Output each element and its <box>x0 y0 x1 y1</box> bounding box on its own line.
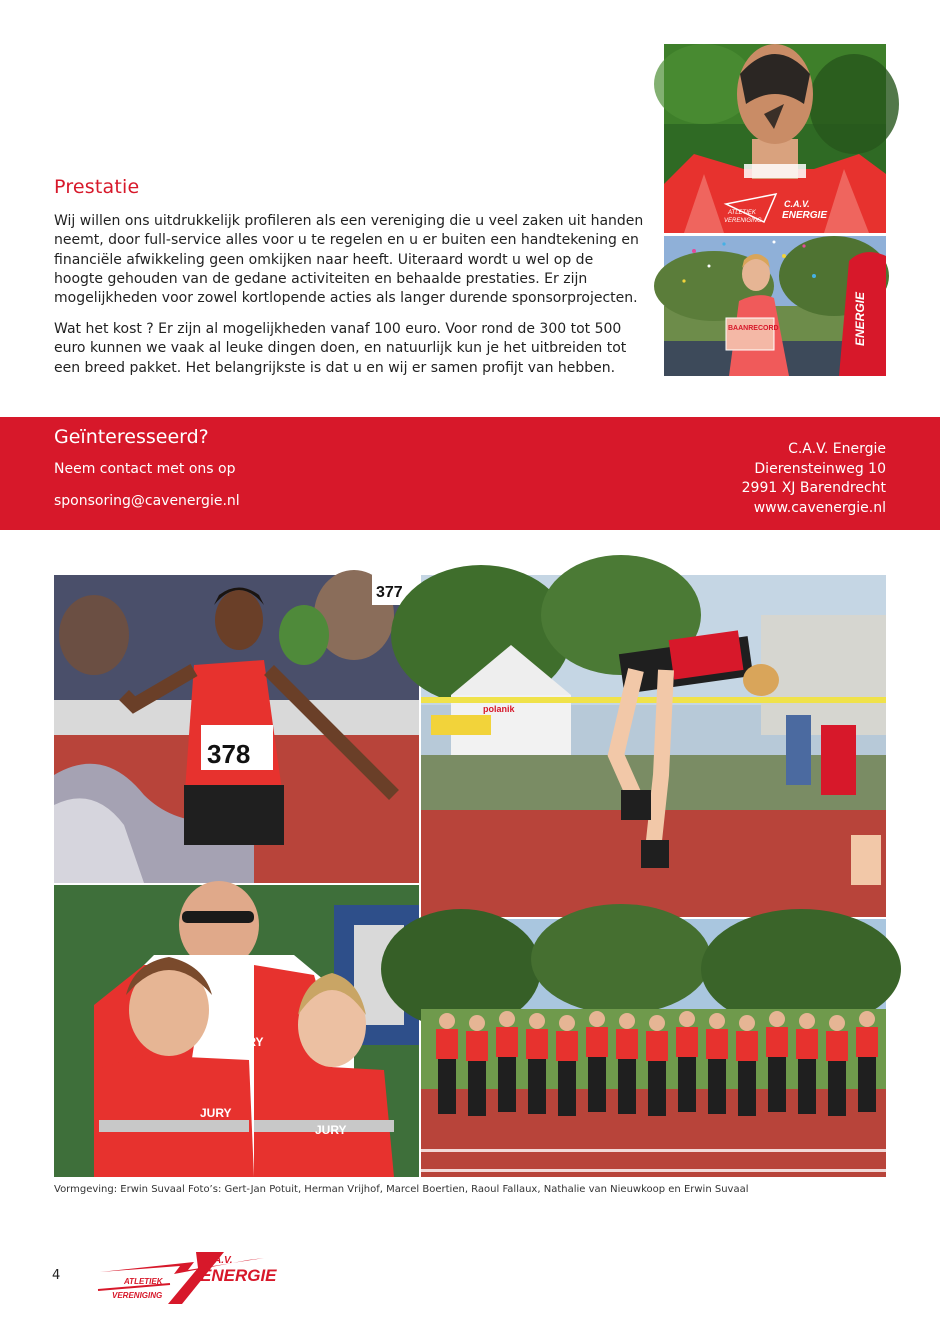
page-number: 4 <box>52 1268 61 1283</box>
jury-label-3: JURY <box>315 1123 347 1137</box>
jacket-vereniging-text: VERENIGING <box>724 218 762 224</box>
logo-vereniging-text: VERENIGING <box>112 1291 163 1300</box>
logo-energie-text: ENERGIE <box>200 1266 277 1285</box>
contact-heading: Geïnteresseerd? <box>54 426 209 448</box>
club-street: Dierensteinweg 10 <box>754 460 886 477</box>
contact-subtitle: Neem contact met ons op <box>54 461 236 477</box>
jacket-atletiek-text: ATLETIEK <box>728 210 756 216</box>
photo-credits: Vormgeving: Erwin Suvaal Foto’s: Gert-Jan Potuit, Herman Vrijhof, Marcel Boertien, Raoul Fallaux, Nathalie van Nieuwkoop en Erwin Suvaal <box>54 1184 749 1195</box>
jacket-energie-text: ENERGIE <box>782 210 828 221</box>
club-website-link[interactable]: www.cavenergie.nl <box>753 499 886 516</box>
cav-energie-logo <box>96 1248 277 1306</box>
kids-lineup-photo <box>421 919 886 1177</box>
certificate-text: BAANRECORD <box>728 325 779 332</box>
record-certificate-photo <box>664 236 886 376</box>
jury-label-2: JURY <box>200 1106 232 1120</box>
bib-378-text: 378 <box>207 739 251 769</box>
banner-energie-text: ENERGIE <box>853 291 867 346</box>
contact-band <box>0 417 940 530</box>
club-name: C.A.V. Energie <box>788 441 886 457</box>
prestatie-paragraph-1: Wij willen ons uitdrukkelijk profileren als een vereniging die u veel zaken uit handen neemt, door full-service alles voor u te regelen en u er buiten een handtekening en financiële afwikkeling geen omkijken naar heeft. Uiteraard wordt u wel op de hoogte gehouden van de gedane activiteiten en behaalde prestaties. Er zijn mogelijkheden voor zowel kortlopende acties als langer durende sponsorprojecten. <box>54 213 644 307</box>
prestatie-paragraph-2: Wat het kost ? Er zijn al mogelijkheden vanaf 100 euro. Voor rond de 300 tot 500 euro kunnen we vaak al leuke dingen doen, en natuurlijk kun je het uitbreiden tot een breed pakket. Het belangrijkste is dat u en wij er samen profijt van hebben. <box>54 321 627 376</box>
jury-label-1: JURY <box>232 1035 264 1049</box>
club-address <box>742 440 886 518</box>
contact-email-link[interactable]: sponsoring@cavenergie.nl <box>54 493 240 509</box>
steeplechase-photo <box>54 575 419 883</box>
athlete-jacket-photo <box>664 44 886 233</box>
logo-cav-text: C.A.V. <box>204 1255 233 1266</box>
jury-photo <box>54 885 419 1177</box>
prestatie-heading: Prestatie <box>54 176 140 198</box>
club-city: 2991 XJ Barendrecht <box>741 480 886 497</box>
sponsor-text: polanik <box>483 704 515 714</box>
bib-377-text: 377 <box>376 584 403 601</box>
high-jump-photo <box>421 575 886 917</box>
logo-atletiek-text: ATLETIEK <box>124 1277 163 1286</box>
jacket-cav-text: C.A.V. <box>784 199 810 209</box>
